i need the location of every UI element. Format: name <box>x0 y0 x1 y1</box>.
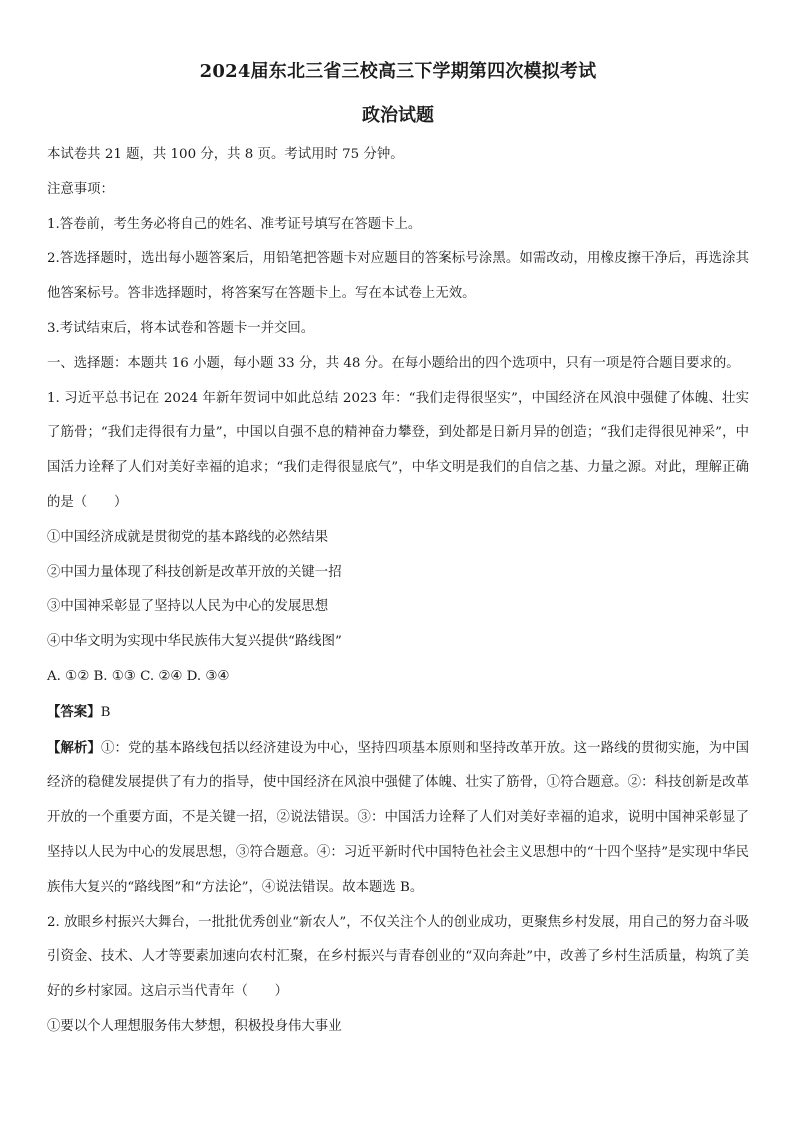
notice-heading: 注意事项： <box>47 181 114 197</box>
exam-summary: 本试卷共 21 题，共 100 分，共 8 页。考试用时 75 分钟。 <box>47 147 404 162</box>
question-2-stem: 2. 放眼乡村振兴大舞台，一批批优秀创业“新农人”，不仅关注个人的创业成功，更聚焦乡村发展，用自己的努力奋斗吸引资金、技术、人才等要素加速向农村汇聚，在乡村振兴与青春创业的“双向奔赴”中，改善了乡村生活质量，构筑了美好的乡村家园。这启示当代青年（ ） <box>47 914 749 1000</box>
exam-page <box>47 58 749 1045</box>
exam-subject-title: 政治试题 <box>362 105 434 126</box>
notice-item-3: 3.考试结束后，将本试卷和答题卡一并交回。 <box>47 320 315 336</box>
analysis-text: ①：党的基本路线包括以经济建设为中心，坚持四项基本原则和坚持改革开放。这一路线的贯彻实施，为中国经济的稳健发展提供了有力的指导，使中国经济在风浪中强健了体魄、壮实了筋骨，①符合题意。②：科技创新是改革开放的一个重要方面，不是关键一招，②说法错误。③：中国活力诠释了人们对美好幸福的追求，说明中国神采彰显了坚持以人民为中心的发展思想，③符合题意。④：习近平新时代中国特色社会主义思想中的“十四个坚持”是实现中华民族伟大复兴的“路线图”和“方法论”，④说法错误。故本题选 B。 <box>47 740 750 895</box>
answer-label: 【答案】 <box>47 703 101 720</box>
question-1-option-3: ③中国神采彰显了坚持以人民为中心的发展思想 <box>47 599 329 615</box>
question-1-choices: A. ①② B. ①③ C. ②④ D. ③④ <box>47 668 230 684</box>
question-1-stem: 1. 习近平总书记在 2024 年新年贺词中如此总结 2023 年：“我们走得很坚实”，中国经济在风浪中强健了体魄、壮实了筋骨；“我们走得很有力量”，中国以自强不息的精神奋力攀登，到处都是日新月异的创造；“我们走得很见神采”，中国活力诠释了人们对美好幸福的追求；“我们走得很显底气”，中华文明是我们的自信之基、力量之源。对此，理解正确的是（ ） <box>47 390 749 510</box>
section-heading: 一、选择题：本题共 16 小题，每小题 33 分，共 48 分。在每小题给出的四个选项中，只有一项是符合题目要求的。 <box>47 355 740 371</box>
notice-item-2: 2.答选择题时，选出每小题答案后，用铅笔把答题卡对应题目的答案标号涂黑。如需改动，用橡皮擦干净后，再选涂其他答案标号。答非选择题时，将答案写在答题卡上。写在本试卷上无效。 <box>47 251 749 302</box>
analysis-label: 【解析】 <box>47 739 102 756</box>
question-1-option-2: ②中国力量体现了科技创新是改革开放的关键一招 <box>47 564 342 580</box>
question-1-option-1: ①中国经济成就是贯彻党的基本路线的必然结果 <box>47 529 329 545</box>
exam-content <box>47 138 749 1045</box>
answer-value: B <box>100 704 111 720</box>
exam-title: 2024届东北三省三校高三下学期第四次模拟考试 <box>199 61 597 82</box>
question-1-analysis <box>47 731 749 906</box>
question-2-option-1: ①要以个人理想服务伟大梦想，积极投身伟大事业 <box>47 1018 342 1034</box>
question-1-answer <box>47 695 749 731</box>
notice-item-1: 1.答卷前，考生务必将自己的姓名、准考证号填写在答题卡上。 <box>47 216 422 232</box>
question-1-option-4: ④中华文明为实现中华民族伟大复兴提供“路线图” <box>47 634 342 650</box>
